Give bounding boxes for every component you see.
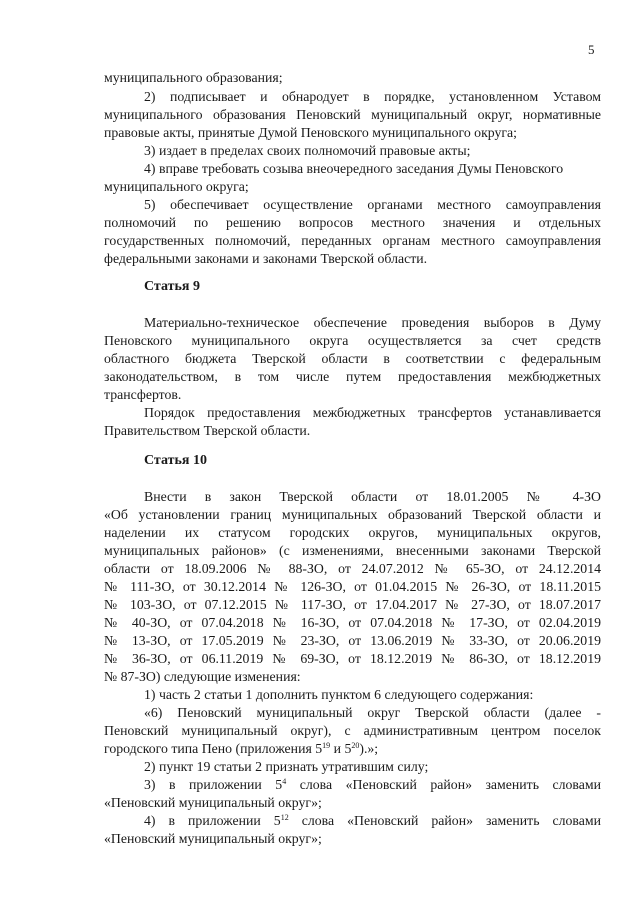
text-fragment: 4) в приложении 5 — [144, 813, 281, 828]
text-fragment: слова «Пеновский район» заменить словами — [286, 777, 601, 792]
text-fragment: слова «Пеновский район» заменить словами — [288, 813, 601, 828]
text-line: наделении их статусом городских округов, муниципальных округов, — [104, 525, 601, 540]
text-line — [144, 812, 601, 829]
text-line: Правительством Тверской области. — [104, 423, 311, 438]
text-line: № 111-ЗО, от 30.12.2014 № 126-ЗО, от 01.04.2015 № 26-ЗО, от 18.11.2015 — [104, 579, 601, 594]
text-fragment: городского типа Пено (приложения 5 — [104, 741, 323, 756]
text-fragment: и 5 — [330, 741, 352, 756]
text-line: муниципального образования; — [104, 70, 283, 85]
article-heading: Статья 9 — [144, 279, 200, 294]
text-line: Порядок предоставления межбюджетных трансфертов устанавливается — [144, 405, 601, 420]
text-line: «6) Пеновский муниципальный округ Тверской области (далее - — [144, 705, 601, 720]
text-line: 3) издает в пределах своих полномочий правовые акты; — [144, 143, 471, 158]
text-line: муниципальных районов» (с изменениями, внесенными законами Тверской — [104, 543, 601, 558]
text-line: «Об установлении границ муниципальных образований Тверской области и — [104, 507, 601, 522]
text-line: № 13-ЗО, от 17.05.2019 № 23-ЗО, от 13.06.2019 № 33-ЗО, от 20.06.2019 — [104, 633, 601, 648]
text-line: 2) подписывает и обнародует в порядке, установленном Уставом — [144, 89, 601, 104]
text-line: федеральными законами и законами Тверской области. — [104, 251, 428, 266]
text-line: № 40-ЗО, от 07.04.2018 № 16-ЗО, от 07.04.2018 № 17-ЗО, от 02.04.2019 — [104, 615, 601, 630]
text-line: муниципального округа; — [104, 179, 249, 194]
text-line: областного бюджета Тверской области в соответствии с федеральным — [104, 351, 601, 366]
text-line: 4) вправе требовать созыва внеочередного заседания Думы Пеновского — [144, 161, 564, 176]
text-line: 1) часть 2 статьи 1 дополнить пунктом 6 следующего содержания: — [144, 687, 534, 702]
text-line: законодательством, в том числе путем предоставления межбюджетных — [104, 369, 601, 384]
text-line: муниципального образования Пеновский муниципальный округ, нормативные — [104, 107, 601, 122]
page-number: 5 — [588, 42, 595, 57]
superscript: 12 — [280, 813, 289, 822]
text-line: «Пеновский муниципальный округ»; — [104, 831, 322, 846]
text-line: 2) пункт 19 статьи 2 признать утратившим силу; — [144, 759, 429, 774]
superscript: 19 — [322, 741, 331, 750]
text-line: Материально-техническое обеспечение проведения выборов в Думу — [144, 315, 601, 330]
text-line: полномочий по решению вопросов местного значения и отдельных — [104, 215, 601, 230]
text-fragment: ).»; — [359, 741, 379, 756]
text-line: государственных полномочий, переданных органам местного самоуправления — [104, 233, 601, 248]
text-line: области от 18.09.2006 № 88-ЗО, от 24.07.2012 № 65-ЗО, от 24.12.2014 — [104, 561, 601, 576]
text-line — [144, 776, 601, 793]
article-heading: Статья 10 — [144, 453, 207, 468]
text-line: Пеновского муниципального округа осуществляется за счет средств — [104, 333, 601, 348]
superscript: 4 — [282, 777, 287, 786]
text-line: № 87-ЗО) следующие изменения: — [104, 669, 301, 684]
text-line: Пеновский муниципальный округ), с административным центром поселок — [104, 723, 601, 738]
superscript: 20 — [351, 741, 360, 750]
text-line: № 103-ЗО, от 07.12.2015 № 117-ЗО, от 17.04.2017 № 27-ЗО, от 18.07.2017 — [104, 597, 601, 612]
text-fragment: 3) в приложении 5 — [144, 777, 283, 792]
text-line: 5) обеспечивает осуществление органами местного самоуправления — [144, 197, 601, 212]
text-line: трансфертов. — [104, 387, 182, 402]
text-line: «Пеновский муниципальный округ»; — [104, 795, 322, 810]
text-line: Внести в закон Тверской области от 18.01.2005 № 4-ЗО — [144, 489, 601, 504]
text-line: правовые акты, принятые Думой Пеновского муниципального округа; — [104, 125, 518, 140]
text-line: № 36-ЗО, от 06.11.2019 № 69-ЗО, от 18.12.2019 № 86-ЗО, от 18.12.2019 — [104, 651, 601, 666]
text-line — [104, 740, 601, 757]
